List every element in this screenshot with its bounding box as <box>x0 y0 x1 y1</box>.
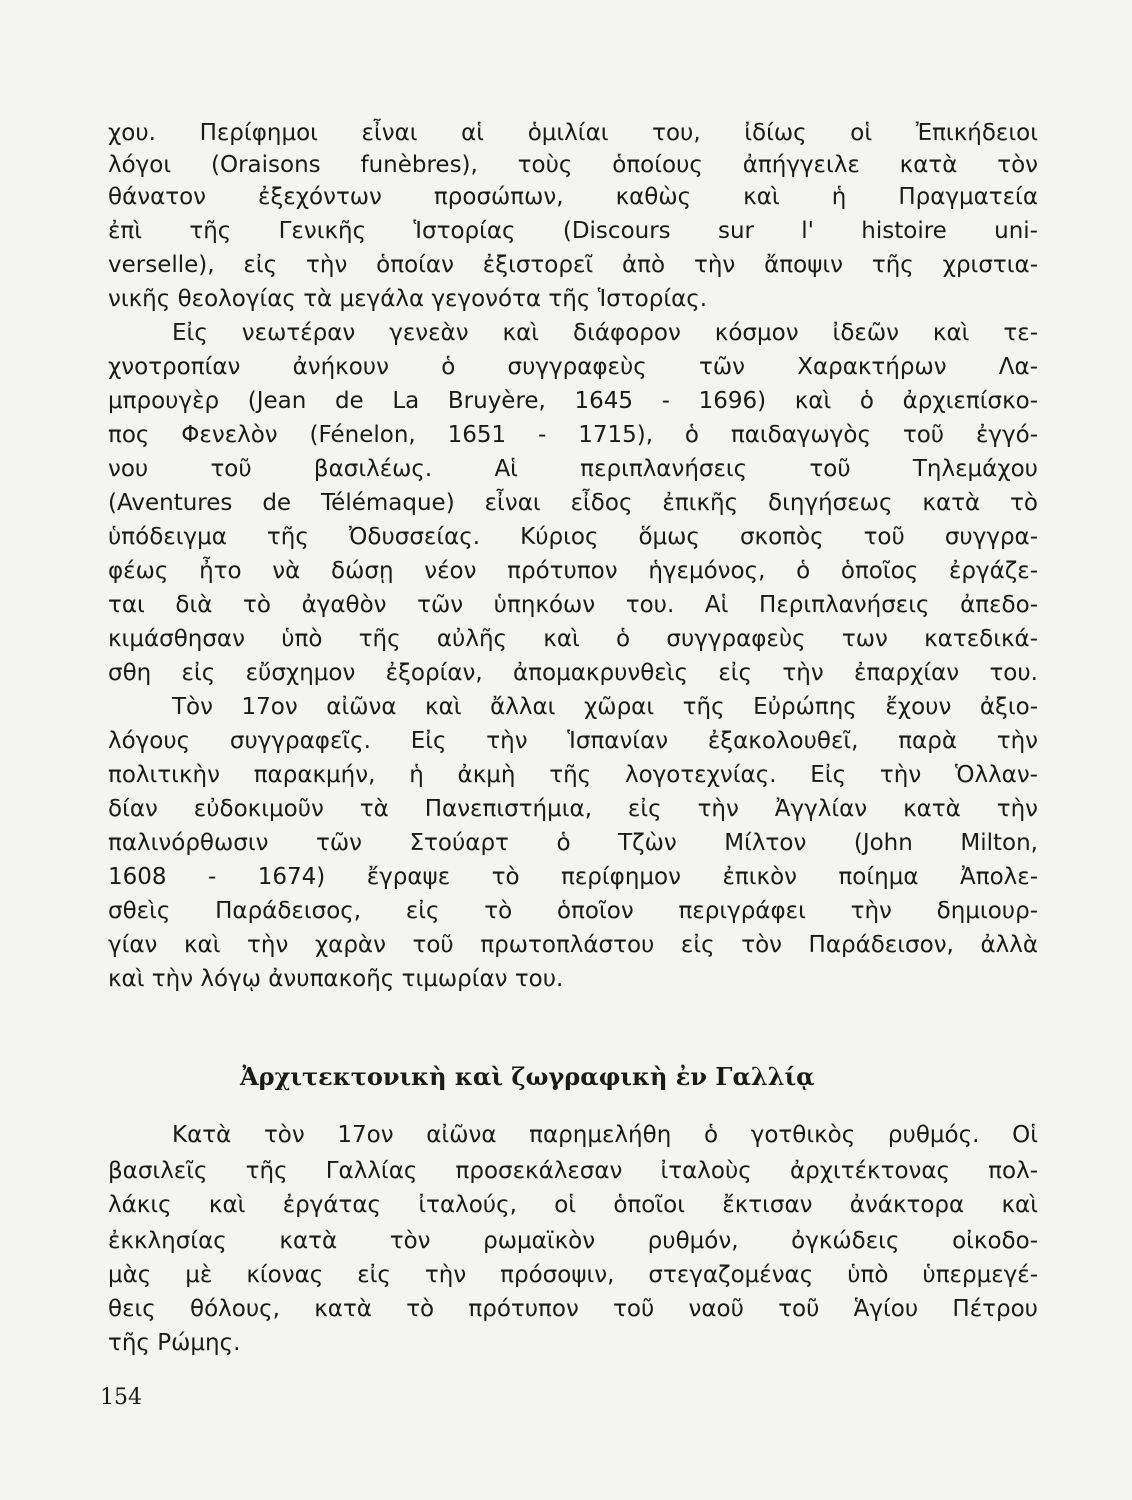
text-line: θεις θόλους, κατὰ τὸ πρότυπον τοῦ ναοῦ τοῦ Ἁγίου Πέτρου <box>108 1296 1038 1322</box>
text-line: χνοτροπίαν ἀνήκουν ὁ συγγραφεὺς τῶν Χαρακτήρων Λα- <box>108 354 1038 380</box>
text-line: Εἰς νεωτέραν γενεὰν καὶ διάφορον κόσμον ἰδεῶν καὶ τε- <box>172 320 1038 346</box>
text-line: τῆς Ρώμης. <box>108 1330 241 1356</box>
text-line: ἐκκλησίας κατὰ τὸν ρωμαϊκὸν ρυθμόν, ὀγκώδεις οἰκοδο- <box>108 1228 1038 1254</box>
text-line: (Aventures de Télémaque) εἶναι εἶδος ἐπικῆς διηγήσεως κατὰ τὸ <box>108 490 1038 516</box>
text-line: πολιτικὴν παρακμήν, ἡ ἀκμὴ τῆς λογοτεχνίας. Εἰς τὴν Ὁλλαν- <box>108 762 1038 788</box>
text-line: μὰς μὲ κίονας εἰς τὴν πρόσοψιν, στεγαζομένας ὑπὸ ὑπερμεγέ- <box>108 1262 1038 1288</box>
text-line: θάνατον ἐξεχόντων προσώπων, καθὼς καὶ ἡ Πραγματεία <box>108 184 1038 210</box>
text-line: λόγοι (Oraisons funèbres), τοὺς ὁποίους ἀπήγγειλε κατὰ τὸν <box>108 152 1038 178</box>
text-line: verselle), εἰς τὴν ὁποίαν ἐξιστορεῖ ἀπὸ τὴν ἄποψιν τῆς χριστια- <box>108 252 1038 278</box>
text-line: φέως ἦτο νὰ δώσῃ νέον πρότυπον ἡγεμόνος, ὁ ὁποῖος ἐργάζε- <box>108 558 1038 584</box>
text-line: πος Φενελὸν (Fénelon, 1651 - 1715), ὁ παιδαγωγὸς τοῦ ἐγγό- <box>108 422 1038 448</box>
text-line: ται διὰ τὸ ἀγαθὸν τῶν ὑπηκόων του. Αἱ Περιπλανήσεις ἀπεδο- <box>108 592 1038 618</box>
page-number: 154 <box>100 1385 142 1410</box>
text-line: καὶ τὴν λόγῳ ἀνυπακοῆς τιμωρίαν του. <box>108 966 564 992</box>
text-line: μπρουγὲρ (Jean de La Bruyère, 1645 - 1696) καὶ ὁ ἀρχιεπίσκο- <box>108 388 1038 414</box>
text-line: νικῆς θεολογίας τὰ μεγάλα γεγονότα τῆς Ἱστορίας. <box>108 286 708 312</box>
text-line: ὑπόδειγμα τῆς Ὀδυσσείας. Κύριος ὅμως σκοπὸς τοῦ συγγρα- <box>108 524 1038 550</box>
section-heading: Ἀρχιτεκτονικὴ καὶ ζωγραφικὴ ἐν Γαλλίᾳ <box>240 1062 815 1091</box>
text-line: γίαν καὶ τὴν χαρὰν τοῦ πρωτοπλάστου εἰς τὸν Παράδεισον, ἀλλὰ <box>108 932 1038 958</box>
text-line: σθη εἰς εὔσχημον ἐξορίαν, ἀπομακρυνθεὶς εἰς τὴν ἐπαρχίαν του. <box>108 660 1038 686</box>
text-line: νου τοῦ βασιλέως. Αἱ περιπλανήσεις τοῦ Τηλεμάχου <box>108 456 1038 482</box>
text-line: παλινόρθωσιν τῶν Στούαρτ ὁ Τζὼν Μίλτον (John Milton, <box>108 830 1038 856</box>
text-line: βασιλεῖς τῆς Γαλλίας προσεκάλεσαν ἰταλοὺς ἀρχιτέκτονας πολ- <box>108 1158 1038 1184</box>
text-line: 1608 - 1674) ἔγραψε τὸ περίφημον ἐπικὸν ποίημα Ἀπολε- <box>108 864 1038 890</box>
text-line: λάκις καὶ ἐργάτας ἰταλούς, οἱ ὁποῖοι ἔκτισαν ἀνάκτορα καὶ <box>108 1192 1038 1218</box>
text-line: κιμάσθησαν ὑπὸ τῆς αὐλῆς καὶ ὁ συγγραφεὺς των κατεδικά- <box>108 626 1038 652</box>
text-line: λόγους συγγραφεῖς. Εἰς τὴν Ἱσπανίαν ἐξακολουθεῖ, παρὰ τὴν <box>108 728 1038 754</box>
text-line: χου. Περίφημοι εἶναι αἱ ὁμιλίαι του, ἰδίως οἱ Ἐπικήδειοι <box>108 120 1038 146</box>
text-line: Τὸν 17ον αἰῶνα καὶ ἄλλαι χῶραι τῆς Εὐρώπης ἔχουν ἀξιο- <box>172 694 1038 720</box>
text-line: ἐπὶ τῆς Γενικῆς Ἱστορίας (Discours sur l' histoire uni- <box>108 218 1038 244</box>
text-line: σθεὶς Παράδεισος, εἰς τὸ ὁποῖον περιγράφει τὴν δημιουρ- <box>108 898 1038 924</box>
text-line: Κατὰ τὸν 17ον αἰῶνα παρημελήθη ὁ γοτθικὸς ρυθμός. Οἱ <box>172 1122 1038 1148</box>
text-line: δίαν εὐδοκιμοῦν τὰ Πανεπιστήμια, εἰς τὴν Ἀγγλίαν κατὰ τὴν <box>108 796 1038 822</box>
